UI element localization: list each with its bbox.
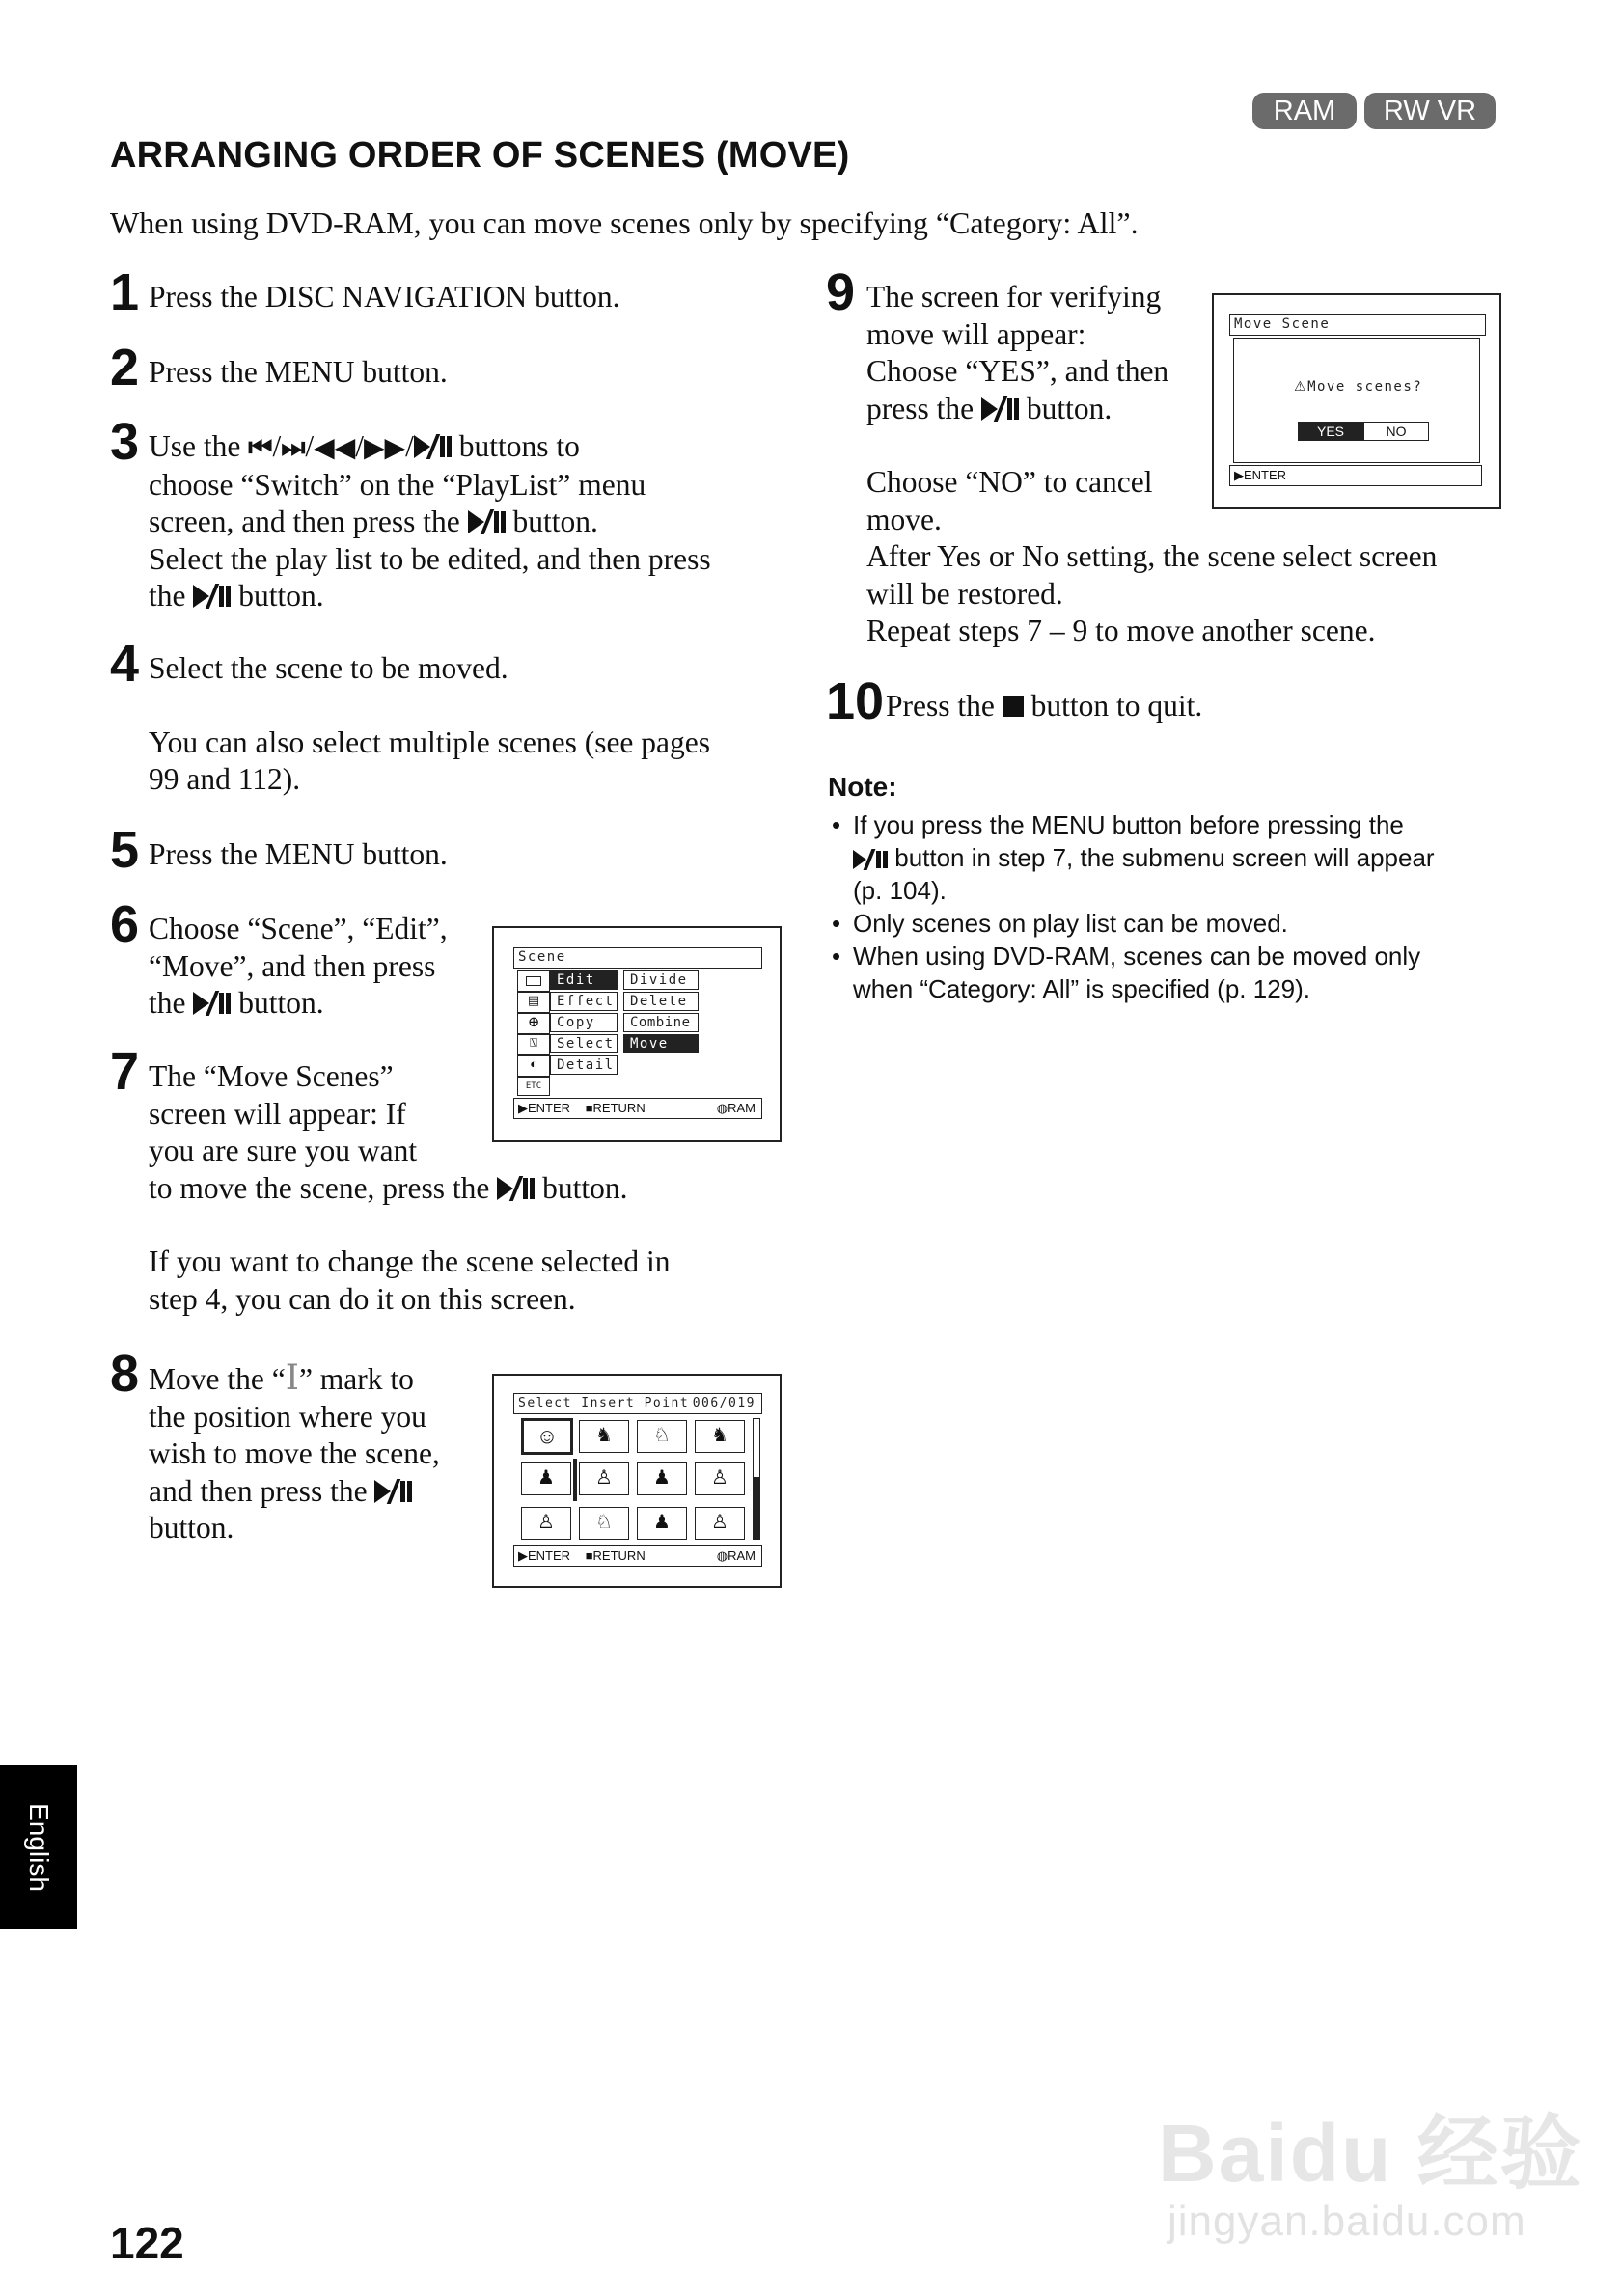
thumbnail-12[interactable] xyxy=(695,1507,745,1540)
stop-icon: ■ xyxy=(585,1548,593,1563)
rw-vr-badge: RW VR xyxy=(1364,93,1496,129)
play-icon: ▶ xyxy=(518,1101,528,1115)
step-4-text: Select the scene to be moved. You can also select multiple scenes (see pages 99 and 112). xyxy=(149,651,711,796)
step-7-number: 7 xyxy=(110,1043,140,1101)
dog-icon: ♞ xyxy=(595,1425,613,1446)
yes-button[interactable]: YES xyxy=(1298,422,1363,441)
thumbnail-8[interactable] xyxy=(695,1462,745,1495)
move-scene-header: Move Scene xyxy=(1229,314,1486,336)
submenu-move[interactable]: Move xyxy=(623,1034,699,1053)
play-pause-icon xyxy=(414,434,452,459)
page-number: 122 xyxy=(110,2218,184,2268)
scene-menu-header: Scene xyxy=(513,947,762,969)
scrollbar[interactable] xyxy=(753,1418,760,1540)
thumbnail-9[interactable] xyxy=(521,1507,571,1540)
step-2-number: 2 xyxy=(110,339,140,396)
insert-point-cursor[interactable] xyxy=(573,1459,577,1501)
language-tab: English xyxy=(0,1765,77,1929)
step-1-text: Press the DISC NAVIGATION button. xyxy=(149,280,620,314)
play-icon: ▶ xyxy=(1234,468,1244,482)
step-10-number: 10 xyxy=(826,672,885,730)
skip-back-icon: ⏮ xyxy=(248,431,273,463)
submenu-delete[interactable]: Delete xyxy=(623,992,699,1011)
intro-text: When using DVD-RAM, you can move scenes only by specifying “Category: All”. xyxy=(110,205,1139,240)
dog-icon: ♘ xyxy=(653,1425,671,1446)
note-item: • Only scenes on play list can be moved. xyxy=(828,907,1523,940)
play-pause-icon xyxy=(497,1176,535,1201)
submenu-divide[interactable]: Divide xyxy=(623,970,699,990)
stop-icon: ■ xyxy=(585,1101,593,1115)
etc-label: ETC xyxy=(517,1077,550,1096)
thumbnail-6[interactable] xyxy=(579,1462,629,1495)
thumbnail-11[interactable] xyxy=(637,1507,687,1540)
play-pause-icon xyxy=(193,991,231,1016)
ram-badge: RAM xyxy=(1252,93,1357,129)
thumbnail-10[interactable] xyxy=(579,1507,629,1540)
step-5-text: Press the MENU button. xyxy=(149,837,448,871)
move-scene-screen xyxy=(1212,293,1501,509)
step-1-number: 1 xyxy=(110,263,140,321)
thumbnail-7[interactable] xyxy=(637,1462,687,1495)
step-9-number: 9 xyxy=(826,263,856,321)
warning-icon: ⚠ xyxy=(1294,379,1308,395)
people-icon: ♙ xyxy=(711,1512,728,1533)
move-scene-question: ⚠Move scenes? xyxy=(1294,379,1423,395)
dog-icon: ♘ xyxy=(595,1512,613,1533)
step-3-text: Use the ⏮/⏭/◀◀/▶▶/ buttons to choose “Switch” on the “PlayList” menu screen, and then press the button. Select the play list to be edited, and then press the button. xyxy=(149,429,711,613)
insert-mark-icon: I xyxy=(285,1358,299,1398)
insert-point-footer: ▶ENTER ■RETURN ◍RAM xyxy=(513,1545,762,1567)
people-icon: ♙ xyxy=(537,1512,555,1533)
step-8-text: Move the “I” mark to the position where you wish to move the scene, and then press the button. xyxy=(149,1358,440,1544)
insert-point-header: Select Insert Point 006/019 xyxy=(513,1393,762,1414)
step-3-number: 3 xyxy=(110,413,140,471)
play-pause-icon xyxy=(853,849,888,870)
watermark-url: jingyan.baidu.com xyxy=(1168,2198,1526,2245)
menu-select[interactable]: Select xyxy=(550,1034,618,1053)
step-7-text: The “Move Scenes” screen will appear: If you are sure you want to move the scene, press the button. If you want to change the scene selected in step 4, you can do it on this screen. xyxy=(149,1059,671,1316)
note-title: Note: xyxy=(828,772,897,802)
effect-icon: ▤ xyxy=(517,992,550,1013)
move-scene-footer: ▶ENTER xyxy=(1229,465,1482,486)
people-icon: ♟ xyxy=(653,1512,671,1533)
watermark-logo: Baidu 经验 xyxy=(1158,2108,1583,2199)
detail-icon: ◐ xyxy=(517,1055,550,1077)
step-6-text: Choose “Scene”, “Edit”, “Move”, and then press the button. xyxy=(149,912,448,1020)
reel-icon: ⊕ xyxy=(517,1013,550,1034)
play-icon: ▶ xyxy=(518,1548,528,1563)
menu-effect[interactable]: Effect xyxy=(550,992,618,1011)
step-5-number: 5 xyxy=(110,821,140,879)
select-icon: ⍂ xyxy=(517,1034,550,1055)
person-icon: ☺ xyxy=(536,1424,559,1448)
page-title: ARRANGING ORDER OF SCENES (MOVE) xyxy=(110,135,850,176)
move-scene-dialog xyxy=(1233,338,1480,463)
scene-menu-footer: ▶ENTER ■RETURN ◍RAM xyxy=(513,1098,762,1119)
step-10-text: Press the button to quit. xyxy=(886,689,1203,723)
skip-forward-icon: ⏭ xyxy=(281,431,306,463)
menu-detail[interactable]: Detail xyxy=(550,1055,618,1075)
note-item: • If you press the MENU button before pressing the button in step 7, the submenu screen will appear (p. 104). xyxy=(828,808,1523,907)
people-icon: ♙ xyxy=(595,1467,613,1489)
thumbnail-1[interactable] xyxy=(521,1418,573,1455)
menu-copy[interactable]: Copy xyxy=(550,1013,618,1032)
thumbnail-5[interactable] xyxy=(521,1462,571,1495)
rewind-icon: ◀◀ xyxy=(314,431,356,463)
no-button[interactable]: NO xyxy=(1363,422,1429,441)
play-pause-icon xyxy=(193,584,231,609)
play-pause-icon xyxy=(981,396,1019,422)
people-icon: ♙ xyxy=(711,1467,728,1489)
submenu-combine[interactable]: Combine xyxy=(623,1013,699,1032)
step-6-number: 6 xyxy=(110,895,140,953)
scrollbar-thumb[interactable] xyxy=(754,1477,759,1539)
thumbnail-4[interactable] xyxy=(695,1420,745,1453)
step-9-text: The screen for verifying move will appear: Choose “YES”, and then press the button. Choose “NO” to cancel move. After Yes or No setting, the scene select screen will be restored. Repeat steps 7 – 9 to move another scene. xyxy=(866,280,1438,647)
disc-icon: ◍ xyxy=(716,1101,728,1115)
thumbnail-2[interactable] xyxy=(579,1420,629,1453)
disc-icon: ◍ xyxy=(716,1548,728,1563)
note-list xyxy=(828,808,1523,1005)
stop-icon xyxy=(1003,696,1024,717)
step-8-number: 8 xyxy=(110,1345,140,1403)
people-icon: ♟ xyxy=(653,1467,671,1489)
play-pause-icon xyxy=(468,509,506,534)
insert-point-screen xyxy=(492,1374,782,1588)
fast-forward-icon: ▶▶ xyxy=(364,431,406,463)
people-icon: ♟ xyxy=(537,1467,555,1489)
step-2-text: Press the MENU button. xyxy=(149,355,448,389)
dog-icon: ♞ xyxy=(711,1425,728,1446)
play-pause-icon xyxy=(374,1479,412,1504)
scene-icon xyxy=(517,970,550,992)
step-4-number: 4 xyxy=(110,635,140,693)
thumbnail-3[interactable] xyxy=(637,1420,687,1453)
menu-edit[interactable]: Edit xyxy=(550,970,618,990)
note-item: • When using DVD-RAM, scenes can be moved only when “Category: All” is specified (p. 129). xyxy=(828,940,1523,1005)
